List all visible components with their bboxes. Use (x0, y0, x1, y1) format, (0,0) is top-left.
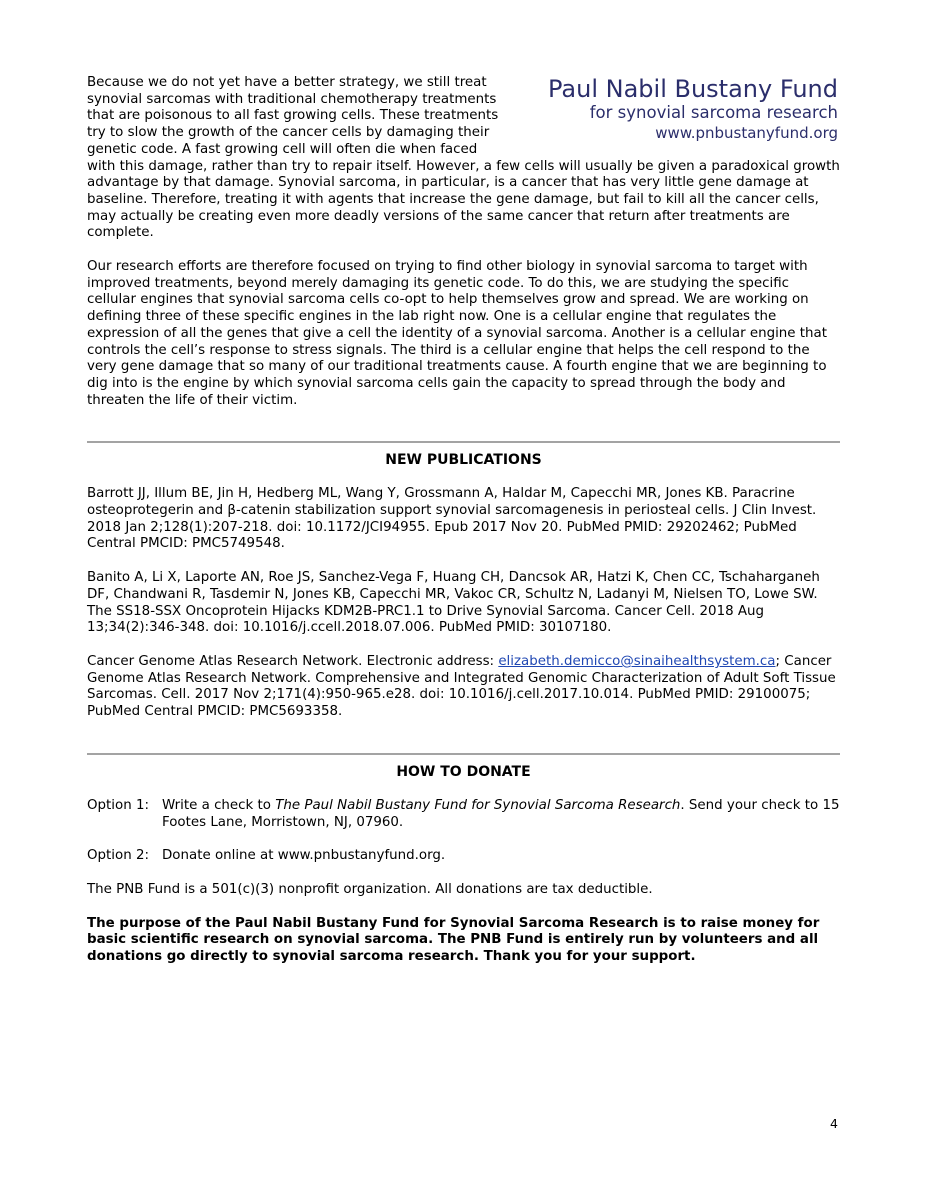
publication-item-1: Barrott JJ, Illum BE, Jin H, Hedberg ML, Wang Y, Grossmann A, Haldar M, Capecchi MR, Jones KB. Paracrine osteoprotegerin and β-catenin stabilization support synovial sarcomagenesis in periosteal cells. J Clin Invest. 2018 Jan 2;128(1):207-218. doi: 10.1172/JCI94955. Epub 2017 Nov 20. PubMed PMID: 29202462; PubMed Central PMCID: PMC5749548. (87, 486, 817, 552)
donate-option-1 (87, 798, 840, 831)
intro-paragraph-2: Our research efforts are therefore focused on trying to find other biology in synovial sarcoma to target with improved treatments, beyond merely damaging its genetic code. To do this, we are studying the specific cellular engines that synovial sarcoma cells co-opt to help themselves grow and spread. We are working on defining three of these specific engines in the lab right now. One is a cellular engine that regulates the expression of all the genes that give a cell the identity of a synovial sarcoma. Another is a cellular engine that controls the cell’s response to stress signals. The third is a cellular engine that helps the cell respond to the very gene damage that so many of our traditional treatments cause. A fourth engine that we are beginning to dig into is the engine by which synovial sarcoma cells gain the capacity to spread through the body and threaten the life of their victim. (87, 259, 827, 408)
publications-heading: NEW PUBLICATIONS (385, 452, 542, 469)
publication-item-2: Banito A, Li X, Laporte AN, Roe JS, Sanchez-Vega F, Huang CH, Dancsok AR, Hatzi K, Chen CC, Tschaharganeh DF, Chandwani R, Tasdemir N, Jones KB, Capecchi MR, Vakoc CR, Schultz N, Ladanyi M, Nielsen TO, Lowe SW. The SS18-SSX Oncoprotein Hijacks KDM2B-PRC1.1 to Drive Synovial Sarcoma. Cancer Cell. 2018 Aug 13;34(2):346-348. doi: 10.1016/j.ccell.2018.07.006. PubMed PMID: 30107180. (87, 570, 820, 636)
fund-logo-title: Paul Nabil Bustany Fund (548, 75, 838, 103)
donate-option-1-text (162, 798, 840, 831)
fund-logo (518, 75, 838, 143)
publication-item-3 (87, 654, 840, 721)
donate-option-2-text: Donate online at www.pnbustanyfund.org. (162, 848, 446, 864)
donate-heading: HOW TO DONATE (396, 763, 531, 780)
donate-option-1-label: Option 1: (87, 797, 149, 813)
fund-logo-url: www.pnbustanyfund.org (655, 124, 838, 142)
page-content (87, 75, 840, 966)
publication-item-3-suffix: ; Cancer Genome Atlas Research Network. Comprehensive and Integrated Genomic Characterization of Adult Soft Tissue Sarcomas. Cell. 2017 Nov 2;171(4):950-965.e28. doi: 10.1016/j.cell.2017.10.014. PubMed PMID: 29100075; PubMed Central PMCID: PMC5693358. (87, 653, 836, 720)
donate-option-2 (87, 848, 840, 865)
fund-full-name: The Paul Nabil Bustany Fund for Synovial Sarcoma Research (275, 797, 681, 813)
fund-logo-subtitle: for synovial sarcoma research (589, 103, 838, 122)
purpose-statement: The purpose of the Paul Nabil Bustany Fund for Synovial Sarcoma Research is to raise money for basic scientific research on synovial sarcoma. The PNB Fund is entirely run by volunteers and all donations go directly to synovial sarcoma research. Thank you for your support. (87, 915, 820, 965)
publication-item-3-prefix: Cancer Genome Atlas Research Network. Electronic address: (87, 653, 499, 669)
page-number: 4 (830, 1116, 838, 1131)
intro-paragraph-1: Because we do not yet have a better strategy, we still treat synovial sarcomas with traditional chemotherapy treatments that are poisonous to all fast growing cells. These treatments try to slow the growth of the cancer cells by damaging their genetic code. A fast growing cell will often die when faced with this damage, rather than try to repair itself. However, a few cells will usually be given a paradoxical growth advantage by that damage. Synovial sarcoma, in particular, is a cancer that has very little gene damage at baseline. Therefore, treating it with agents that increase the gene damage, but fail to kill all the cancer cells, may actually be creating even more deadly versions of the same cancer that return after treatments are complete. (87, 75, 840, 241)
nonprofit-statement: The PNB Fund is a 501(c)(3) nonprofit organization. All donations are tax deductible. (87, 881, 653, 897)
donate-option-2-label: Option 2: (87, 848, 149, 864)
email-link[interactable]: elizabeth.demicco@sinaihealthsystem.ca (498, 653, 776, 669)
donate-option-1-pre: Write a check to (162, 797, 276, 813)
donate-option-1-post: . Send your check to 15 Footes Lane, Morristown, NJ, 07960. (162, 797, 840, 830)
